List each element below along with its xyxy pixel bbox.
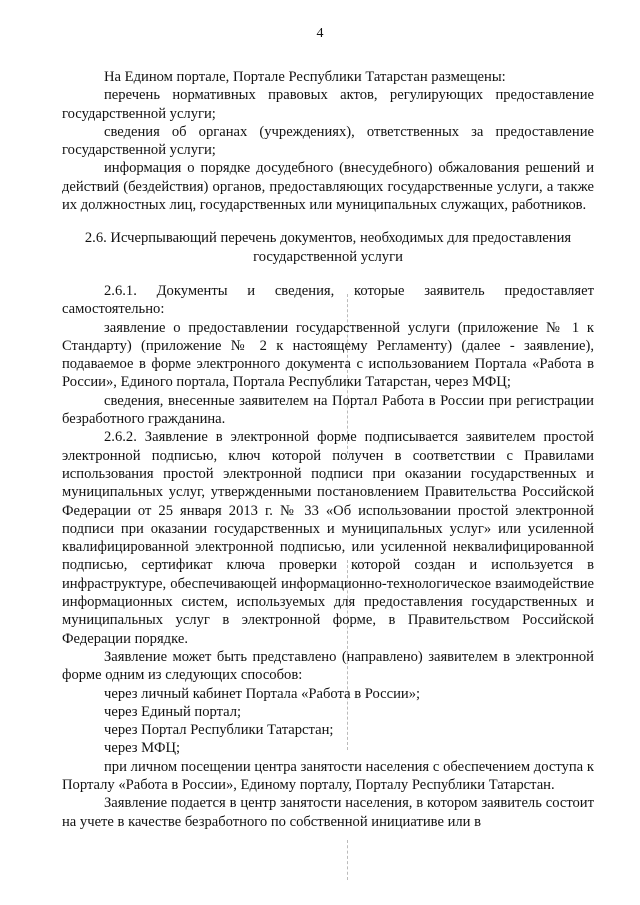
- paragraph: сведения, внесенные заявителем на Портал Работа в России при регистрации безработного гражданина.: [62, 392, 594, 428]
- list-item: через личный кабинет Портала «Работа в России»;: [104, 685, 421, 702]
- paragraph: информация о порядке досудебного (внесудебного) обжалования решений и действий (бездействия) органов, предоставляющих государственные услуги, а также их должностных лиц, государственных или муниципальных служащих, работников.: [62, 160, 594, 214]
- paragraph: перечень нормативных правовых актов, регулирующих предоставление государственной услуги;: [62, 87, 594, 122]
- paragraph: Заявление может быть представлено (направлено) заявителем в электронной форме одним из следующих способов:: [62, 648, 594, 684]
- page-number: 4: [316, 26, 324, 41]
- paragraph: Заявление подается в центр занятости населения, в котором заявитель состоит на учете в качестве безработного по собственной инициативе или в: [62, 795, 594, 830]
- document-body: [62, 68, 594, 831]
- list-item: через Единый портал;: [104, 703, 242, 720]
- paragraph: На Едином портале, Портале Республики Татарстан размещены:: [104, 69, 506, 85]
- list-item: через Портал Республики Татарстан;: [104, 722, 334, 739]
- paragraph: сведения об органах (учреждениях), ответственных за предоставление государственной услуги;: [62, 123, 594, 159]
- section-heading: 2.6. Исчерпывающий перечень документов, необходимых для предоставления государственной услуги: [84, 230, 572, 265]
- paragraph: заявление о предоставлении государственной услуги (приложение № 1 к Стандарту) (приложение № 2 к настоящему Регламенту) (далее - заявление), подаваемое в форме электронного документа с использованием Портала «Работа в России», Единого портала, Портала Республики Татарстан, через МФЦ;: [62, 319, 594, 391]
- list-item: через МФЦ;: [104, 740, 181, 757]
- list-item: при личном посещении центра занятости населения с обеспечением доступа к Порталу «Работа в России», Единому порталу, Порталу Республики Татарстан.: [62, 758, 594, 793]
- paragraph: 2.6.2. Заявление в электронной форме подписывается заявителем простой электронной подписью, ключ которой получен в соответствии с Правилами использования простой электронной подписи при оказании государственных и муниципальных услуг, утвержденными постановлением Правительства Российской Федерации от 25 января 2013 г. № 33 «Об использовании простой электронной подписи при оказании государственных и муниципальных услуг» или усиленной квалифицированной электронной подписью, или усиленной неквалифицированной подписью, сертификат ключа проверки которой создан и используется в инфраструктуре, обеспечивающей информационно-технологическое взаимодействие информационных систем, используемых для предоставления государственных и муниципальных услуг в электронной форме, в Правительством Российской Федерации порядке.: [62, 429, 594, 647]
- paragraph: 2.6.1. Документы и сведения, которые заявитель предоставляет самостоятельно:: [62, 282, 594, 318]
- scan-fold-line: [347, 840, 348, 880]
